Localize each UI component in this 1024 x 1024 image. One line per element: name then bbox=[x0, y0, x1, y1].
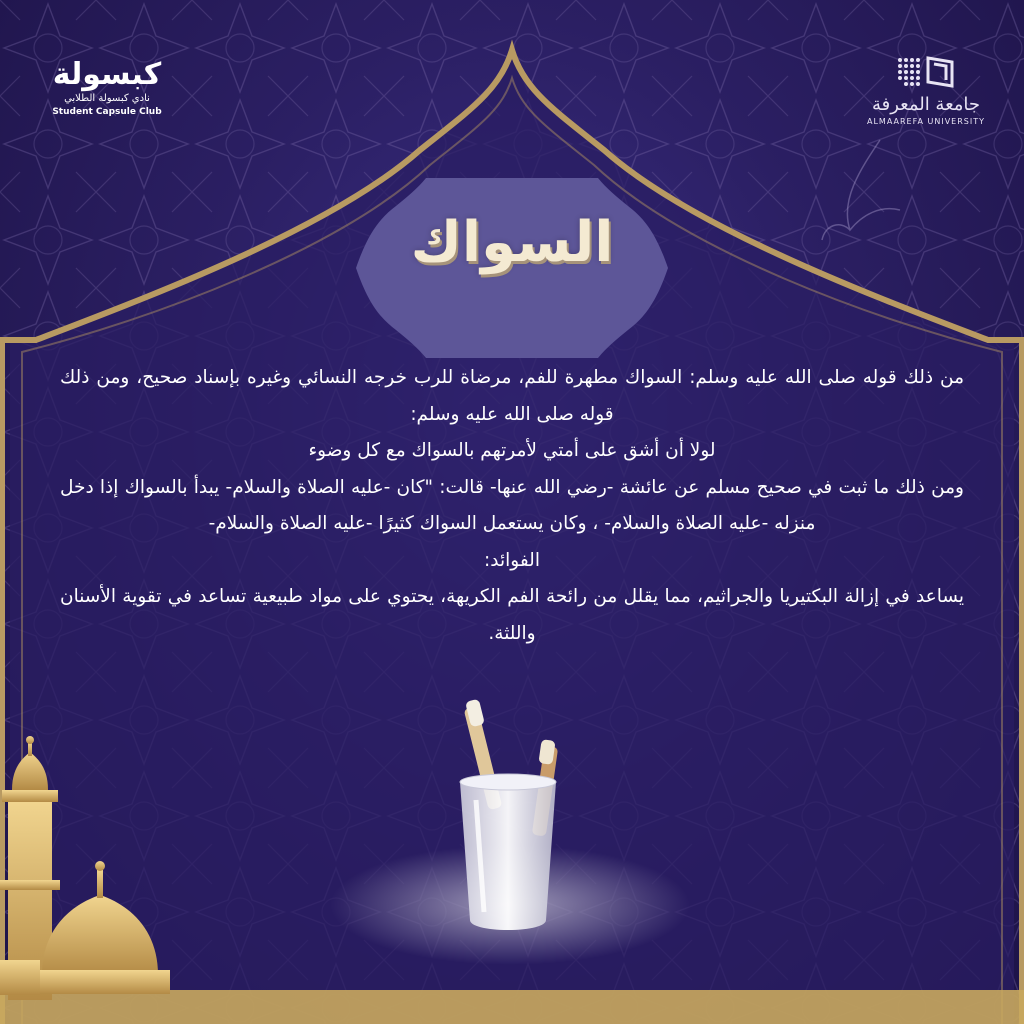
benefits-heading: الفوائد: bbox=[484, 549, 540, 571]
paragraph-hadith-2: لولا أن أشق على أمتي لأمرتهم بالسواك مع كل وضوء bbox=[308, 440, 716, 461]
university-name-english: ALMAAREFA UNIVERSITY bbox=[867, 117, 985, 126]
almaarefa-university-logo bbox=[862, 52, 990, 127]
paragraph-hadith-1: من ذلك قوله صلى الله عليه وسلم: السواك مطهرة للفم، مرضاة للرب خرجه النسائي وغيره بإسناد صحيح، ومن ذلك قوله صلى الله عليه وسلم: bbox=[60, 367, 964, 425]
club-logo-mark: كبسولة bbox=[52, 57, 162, 92]
student-capsule-club-logo bbox=[42, 58, 172, 118]
page-title: السواك bbox=[410, 210, 614, 275]
body-text bbox=[60, 360, 964, 652]
club-name-arabic: نادي كبسولة الطلابي bbox=[64, 93, 150, 104]
club-name-english: Student Capsule Club bbox=[52, 107, 162, 117]
paragraph-hadith-3: ومن ذلك ما ثبت في صحيح مسلم عن عائشة -رضي الله عنها- قالت: "كان -عليه الصلاة والسلام- يبدأ بالسواك إذا دخل منزله -عليه الصلاة والسلام- ، وكان يستعمل السواك كثيرًا -عليه الصلاة والسلام- bbox=[60, 476, 964, 534]
cup-illustration bbox=[460, 774, 556, 930]
university-emblem-icon bbox=[894, 52, 958, 92]
benefits-text: يساعد في إزالة البكتيريا والجراثيم، مما يقلل من رائحة الفم الكريهة، يحتوي على مواد طبيعية تساعد في تقوية الأسنان واللثة. bbox=[60, 586, 964, 644]
university-name-arabic: جامعة المعرفة bbox=[871, 94, 981, 115]
